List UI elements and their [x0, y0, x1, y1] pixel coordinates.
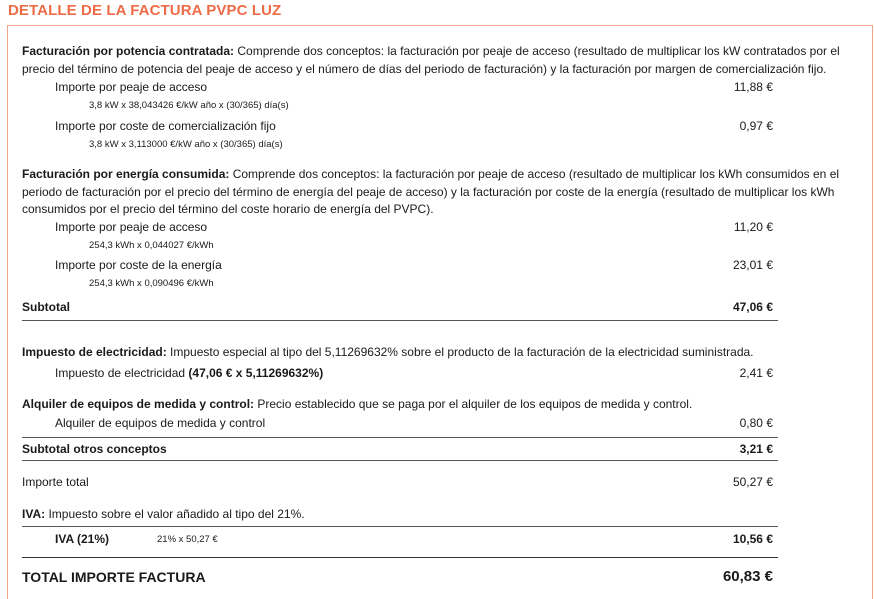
impuesto-line-calc: (47,06 € x 5,11269632%)	[188, 366, 324, 380]
energia-paragraph	[22, 166, 856, 219]
alquiler-amount: 0,80 €	[739, 416, 773, 430]
iva-top-divider	[22, 526, 778, 527]
alquiler-desc: Precio establecido que se paga por el alquiler de los equipos de medida y control.	[254, 397, 693, 411]
impuesto-line	[55, 366, 323, 380]
impuesto-heading: Impuesto de electricidad:	[22, 345, 167, 359]
iva-desc: Impuesto sobre el valor añadido al tipo del 21%.	[45, 507, 305, 521]
iva-heading: IVA:	[22, 507, 46, 521]
alquiler-heading: Alquiler de equipos de medida y control:	[22, 397, 255, 411]
importe-total-label: Importe total	[22, 475, 89, 489]
energia-heading: Facturación por energía consumida:	[22, 167, 230, 181]
iva-amount: 10,56 €	[732, 532, 773, 546]
impuesto-desc: Impuesto especial al tipo del 5,11269632% sobre el producto de la facturación de la electricidad suministrada.	[166, 345, 754, 359]
potencia-peaje-amount: 11,88 €	[733, 80, 773, 94]
potencia-peaje-calc: 3,8 kW x 38,043426 €/kW año x (30/365) día(s)	[89, 100, 289, 111]
iva-line-calc: 21% x 50,27 €	[157, 534, 218, 545]
subtotal-otros-amount: 3,21 €	[739, 442, 773, 456]
alquiler-line-label: Alquiler de equipos de medida y control	[55, 416, 266, 430]
total-amount: 60,83 €	[722, 568, 773, 585]
impuesto-line-label: Impuesto de electricidad	[55, 366, 189, 380]
otros-bottom-divider	[22, 460, 778, 461]
importe-total-amount: 50,27 €	[732, 475, 773, 489]
potencia-desc: Comprende dos conceptos: la facturación por peaje de acceso (resultado de multiplicar los kW contratados por el precio del término de potencia del peaje de acceso y el número de días del periodo de facturación) y la facturación por margen de comercialización fijo.	[22, 44, 840, 76]
subtotal-amount: 47,06 €	[732, 300, 773, 314]
subtotal-divider	[22, 320, 778, 321]
subtotal-otros-label: Subtotal otros conceptos	[22, 442, 167, 456]
energia-peaje-label: Importe por peaje de acceso	[55, 220, 208, 234]
potencia-comercial-label: Importe por coste de comercialización fijo	[55, 119, 276, 133]
energia-peaje-calc: 254,3 kWh x 0,044027 €/kWh	[89, 240, 214, 251]
potencia-comercial-amount: 0,97 €	[739, 119, 773, 133]
energia-coste-amount: 23,01 €	[732, 258, 773, 272]
potencia-comercial-calc: 3,8 kW x 3,113000 €/kW año x (30/365) día(s)	[89, 139, 283, 150]
energia-desc: Comprende dos conceptos: la facturación por peaje de acceso (resultado de multiplicar los kWh consumidos en el periodo de facturación por el precio del término de energía del peaje de acceso) y la facturación por coste de la energía (resultado de multiplicar los kWh consumidos por el precio del término del coste horario de energía del PVPC).	[22, 167, 840, 216]
impuesto-amount: 2,41 €	[739, 366, 773, 380]
total-label: TOTAL IMPORTE FACTURA	[22, 569, 206, 585]
alquiler-paragraph	[22, 396, 856, 414]
potencia-paragraph	[22, 43, 856, 78]
iva-line-label: IVA (21%)	[55, 532, 110, 546]
total-divider	[22, 557, 778, 558]
potencia-peaje-label: Importe por peaje de acceso	[55, 80, 208, 94]
page-title: DETALLE DE LA FACTURA PVPC LUZ	[8, 2, 282, 19]
iva-paragraph	[22, 507, 305, 521]
potencia-heading: Facturación por potencia contratada:	[22, 44, 235, 58]
otros-top-divider	[22, 437, 778, 438]
subtotal-label: Subtotal	[22, 300, 70, 314]
energia-peaje-amount: 11,20 €	[733, 220, 773, 234]
energia-coste-calc: 254,3 kWh x 0,090496 €/kWh	[89, 278, 214, 289]
impuesto-paragraph	[22, 344, 856, 362]
energia-coste-label: Importe por coste de la energía	[55, 258, 222, 272]
